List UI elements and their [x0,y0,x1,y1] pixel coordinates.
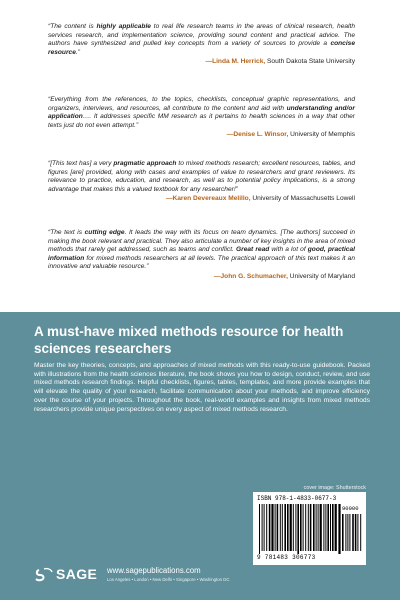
reviewer-name: —Linda M. Herrick, [205,58,266,65]
barcode-bar [357,514,358,551]
sage-logo-icon [35,567,55,583]
barcode-bar [349,514,350,551]
barcode-bar [316,504,317,551]
quote-segment: to real life research teams in the areas of clinical research, health services research, and implementation science, providing sound content and practical advice. The authors have synthesized and pulled key concepts from a variety of sources to provide a [48,23,355,47]
barcode-bar [275,504,276,551]
quote-text [48,23,355,56]
quote-text [48,96,355,129]
quote-attribution [48,58,355,67]
reviewer-name: —Karen Devereaux Melillo, [165,195,251,202]
quote-attribution [48,273,355,282]
quote-segment: “The content is [48,23,97,30]
quote-emphasis: good, practical information [48,246,355,262]
quote-text [48,229,355,270]
barcode-bar [305,504,306,551]
quote-emphasis: cutting edge [84,229,125,236]
isbn-number: ISBN 978-1-4833-0677-3 [257,495,337,502]
quote-segment: “Everything from the references, to the topics, checklists, conceptual graphic representations, and organizers, interviews, and resources, all contribute to the content and aid with [48,96,355,112]
barcode-bar [313,504,315,551]
barcode-bar [266,504,267,551]
barcode-bar [355,514,357,551]
book-description: Master the key theories, concepts, and approaches of mixed methods with this ready-to-use guidebook. Packed with illustrations from the health sciences literature, the book shows you how to design, conduct, review, and use mixed methods research findings. Helpful checklists, figures, tables, templates, and more provide examples that will elevate the quality of your research, facilitate communication about your methods, and improve efficiency over the course of your projects. Throughout the book, real-world examples and insights from mixed methods researchers provide unique perspectives on every aspect of mixed methods research. [34,362,370,413]
barcode-bar [360,514,361,551]
barcode-bar [269,504,271,551]
barcode-bar [282,504,283,551]
barcode-bar [284,504,286,551]
quote-segment: for mixed methods researchers at all levels. The practical approach of this text makes it an innovative and valuable resource.” [48,254,355,270]
reviewer-affiliation: University of Maryland [287,272,355,280]
reviewer-affiliation: University of Memphis [288,131,355,138]
barcode-bar [335,504,337,551]
quote-segment: . It leads the way with its focus on team dynamics. [The authors] succeed in making the book relevant and practical. They also articulate a number of key insights in the area of mixed methods that rarely get addressed, such as teams and conflict. [48,229,355,253]
barcode-bar [293,504,294,551]
barcode-bar [332,504,334,551]
barcode-bar [347,514,348,551]
barcode-bar [259,504,260,554]
barcode-bar [330,504,331,551]
barcode-bar [310,504,312,551]
quote-segment: .” [75,48,80,56]
publisher-name: SAGE [56,566,98,582]
quote-attribution [48,131,355,140]
quote-emphasis: understanding and/or application [48,104,355,120]
reviewer-affiliation: University of Massachusetts Lowell [250,195,355,202]
barcode-bar [271,504,273,551]
review-quote-3 [48,160,355,204]
reviewer-name: —John G. Schumacher, [213,272,288,280]
reviewer-affiliation: South Dakota State University [265,58,355,65]
barcode-bar [297,504,299,554]
barcode-bar [327,504,329,551]
barcode-bar [323,504,324,551]
cover-credit: cover image: Shutterstock [303,485,366,491]
quote-emphasis: highly applicable [96,23,151,30]
barcode-bar [352,514,354,551]
barcode-bar [345,514,346,551]
publisher-website: www.sagepublications.com [107,566,201,575]
quote-attribution [48,195,355,204]
quote-segment: “The text is [48,229,85,236]
review-quote-1 [48,23,355,67]
quote-segment: “[This text has] a very [48,160,114,167]
back-cover-headline: A must-have mixed methods resource for health sciences researchers [34,324,344,356]
price-code: 90000 [342,505,359,512]
barcode-bar [325,504,326,551]
review-quote-2 [48,96,355,140]
barcode-bar [320,504,322,551]
barcode-digits: 9 781483 306773 [257,554,316,561]
barcode-bar [308,504,309,551]
review-quote-4 [48,229,355,281]
reviewer-name: —Denise L. Winsor, [226,131,289,138]
quote-emphasis: pragmatic approach [113,160,177,167]
quote-emphasis: concise resource [48,40,355,56]
quote-text [48,160,355,193]
barcode-bar [264,504,265,551]
quote-segment: to mixed methods research; excellent resources, tables, and figures [are] provided, along with cases and examples of value to researchers and grant reviewers. Its relevance to practice, education, and research, as well as to potential policy implications, is a strong advantage that makes this a valued textbook for any researcher!” [48,160,355,193]
barcode-bar [295,504,296,551]
quote-segment: …. It addresses specific MM research as it pertains to health sciences in a way that other texts just do not even attempt.” [48,113,355,129]
barcode-bar [303,504,304,551]
barcode-bar [338,504,340,554]
barcode-bar [300,504,302,551]
barcode-bar [262,504,263,551]
barcode-bar [287,504,289,551]
isbn-barcode [253,492,366,565]
publisher-cities: Los Angeles • London • New Delhi • Singapore • Washington DC [107,577,230,582]
quote-emphasis: Great read [236,246,270,253]
barcode-bar [277,504,279,551]
barcode-bar [280,504,281,551]
quote-segment: with a lot of [269,246,308,253]
barcode-bar [290,504,292,551]
barcode-bar [342,514,344,551]
barcode-bar [318,504,319,551]
